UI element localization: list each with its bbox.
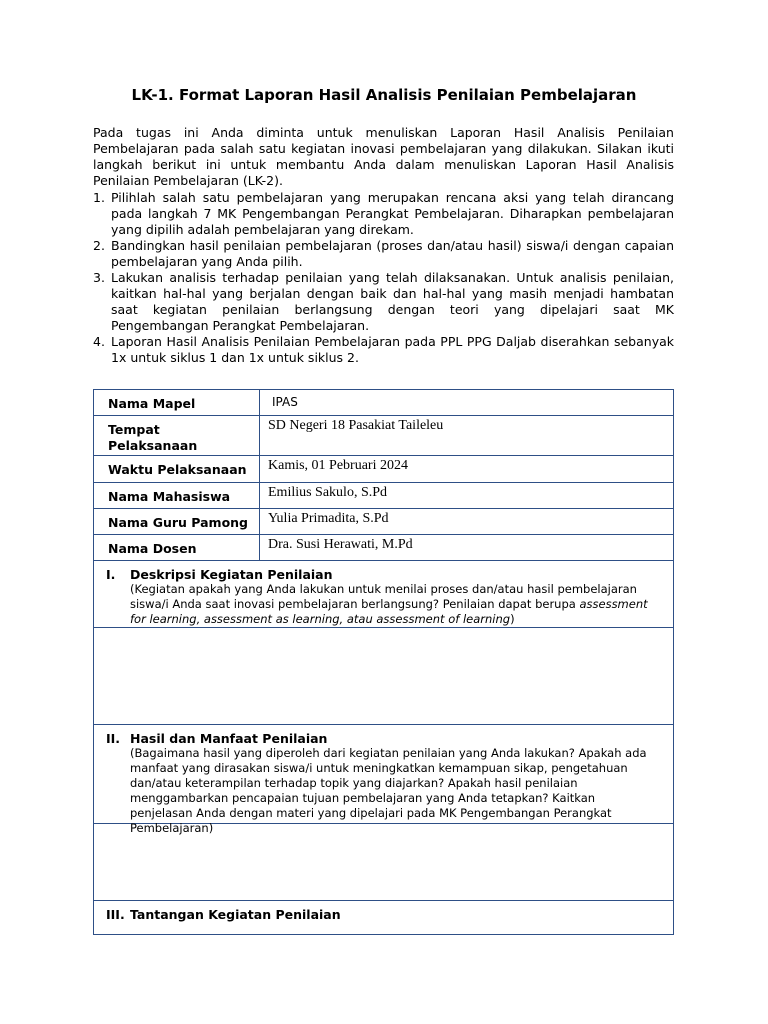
- section-2-header: [94, 725, 673, 835]
- instruction-number: 2.: [93, 238, 105, 253]
- table-row-dosen: [94, 535, 673, 561]
- section-3-numeral: III.: [106, 907, 125, 922]
- section-1-desc-end: ): [510, 612, 515, 626]
- value-waktu-pelaksanaan: Kamis, 01 Pebruari 2024: [268, 458, 408, 473]
- instruction-text: Pilihlah salah satu pembelajaran yang merupakan rencana aksi yang telah dirancang pada langkah 7 MK Pengembangan Perangkat Pembelajaran. Diharapkan pembelajaran yang dipilih adalah pembelajaran yang direkam.: [111, 190, 674, 237]
- table-row-mapel: [94, 390, 673, 416]
- instruction-text: Bandingkan hasil penilaian pembelajaran (proses dan/atau hasil) siswa/i dengan capaian pembelajaran yang Anda pilih.: [111, 238, 674, 269]
- value-nama-dosen: Dra. Susi Herawati, M.Pd: [268, 537, 413, 552]
- value-nama-guru-pamong: Yulia Primadita, S.Pd: [268, 511, 389, 526]
- instruction-number: 4.: [93, 334, 105, 349]
- section-1-desc-italic: assessment for learning, assessment as learning, atau assessment of learning: [130, 597, 648, 626]
- instruction-text: Lakukan analisis terhadap penilaian yang telah dilaksanakan. Untuk analisis penilaian, kaitkan hal-hal yang berjalan dengan baik dan hal-hal yang masih menjadi hambatan saat kegiatan penilaian berlangsung dengan teori yang dipelajari saat MK Pengembangan Perangkat Pembelajaran.: [111, 270, 674, 333]
- label-waktu-pelaksanaan: Waktu Pelaksanaan: [94, 456, 260, 482]
- section-1-answer-area[interactable]: [94, 628, 673, 725]
- section-3-header: [94, 901, 673, 934]
- section-1-heading: [106, 567, 661, 582]
- section-2-numeral: II.: [106, 731, 121, 746]
- section-2-description: (Bagaimana hasil yang diperoleh dari kegiatan penilaian yang Anda lakukan? Apakah ada manfaat yang dirasakan siswa/i untuk meningkatkan kemampuan sikap, pengetahuan dan/atau keterampilan terhadap topik yang diajarkan? Apakah hasil penilaian menggambarkan pencapaian tujuan pembelajaran yang Anda tetapkan? Kaitkan penjelasan Anda dengan materi yang dipelajari pada MK Pengembangan Perangkat Pembelajaran): [130, 746, 647, 835]
- document-title: LK-1. Format Laporan Hasil Analisis Penilaian Pembelajaran: [131, 86, 637, 104]
- section-3-heading: [106, 907, 661, 922]
- table-row-mahasiswa: [94, 483, 673, 509]
- label-tempat-pelaksanaan: Tempat Pelaksanaan: [94, 416, 260, 455]
- value-nama-mahasiswa: Emilius Sakulo, S.Pd: [268, 485, 388, 500]
- instruction-list: [93, 190, 674, 366]
- label-nama-mahasiswa: Nama Mahasiswa: [94, 483, 260, 508]
- report-table: [93, 389, 674, 935]
- instruction-item: [93, 190, 674, 238]
- section-1-desc-text: (Kegiatan apakah yang Anda lakukan untuk menilai proses dan/atau hasil pembelajaran siswa/i Anda saat inovasi pembelajaran berlangsung? Penilaian dapat berupa: [130, 582, 637, 611]
- section-2-heading: [106, 731, 661, 746]
- section-3: [106, 907, 661, 922]
- section-2: [106, 731, 661, 836]
- section-2-answer-area[interactable]: [94, 824, 673, 901]
- instruction-number: 3.: [93, 270, 105, 285]
- instruction-item: [93, 334, 674, 366]
- section-3-title: Tantangan Kegiatan Penilaian: [130, 907, 341, 922]
- section-1: [106, 567, 661, 627]
- value-nama-mapel: IPAS: [272, 395, 298, 409]
- table-row-guru-pamong: [94, 509, 673, 535]
- intro-paragraph: Pada tugas ini Anda diminta untuk menuliskan Laporan Hasil Analisis Penilaian Pembelajaran pada salah satu kegiatan inovasi pembelajaran yang dilakukan. Silakan ikuti langkah berikut ini untuk membantu Anda dalam menuliskan Laporan Hasil Analisis Penilaian Pembelajaran (LK-2).: [93, 125, 674, 188]
- instruction-number: 1.: [93, 190, 105, 205]
- section-1-title: Deskripsi Kegiatan Penilaian: [130, 567, 333, 582]
- label-nama-dosen: Nama Dosen: [94, 535, 260, 560]
- instruction-item: [93, 270, 674, 334]
- section-1-numeral: I.: [106, 567, 116, 582]
- table-row-waktu: [94, 456, 673, 483]
- instruction-item: [93, 238, 674, 270]
- label-nama-guru-pamong: Nama Guru Pamong: [94, 509, 260, 534]
- section-1-description: [106, 582, 661, 627]
- label-nama-mapel: Nama Mapel: [94, 390, 260, 415]
- table-row-tempat: [94, 416, 673, 456]
- instruction-text: Laporan Hasil Analisis Penilaian Pembelajaran pada PPL PPG Daljab diserahkan sebanyak 1x untuk siklus 1 dan 1x untuk siklus 2.: [111, 334, 674, 365]
- section-1-header: [94, 561, 673, 628]
- section-2-title: Hasil dan Manfaat Penilaian: [130, 731, 328, 746]
- value-tempat-pelaksanaan: SD Negeri 18 Pasakiat Taileleu: [268, 418, 444, 433]
